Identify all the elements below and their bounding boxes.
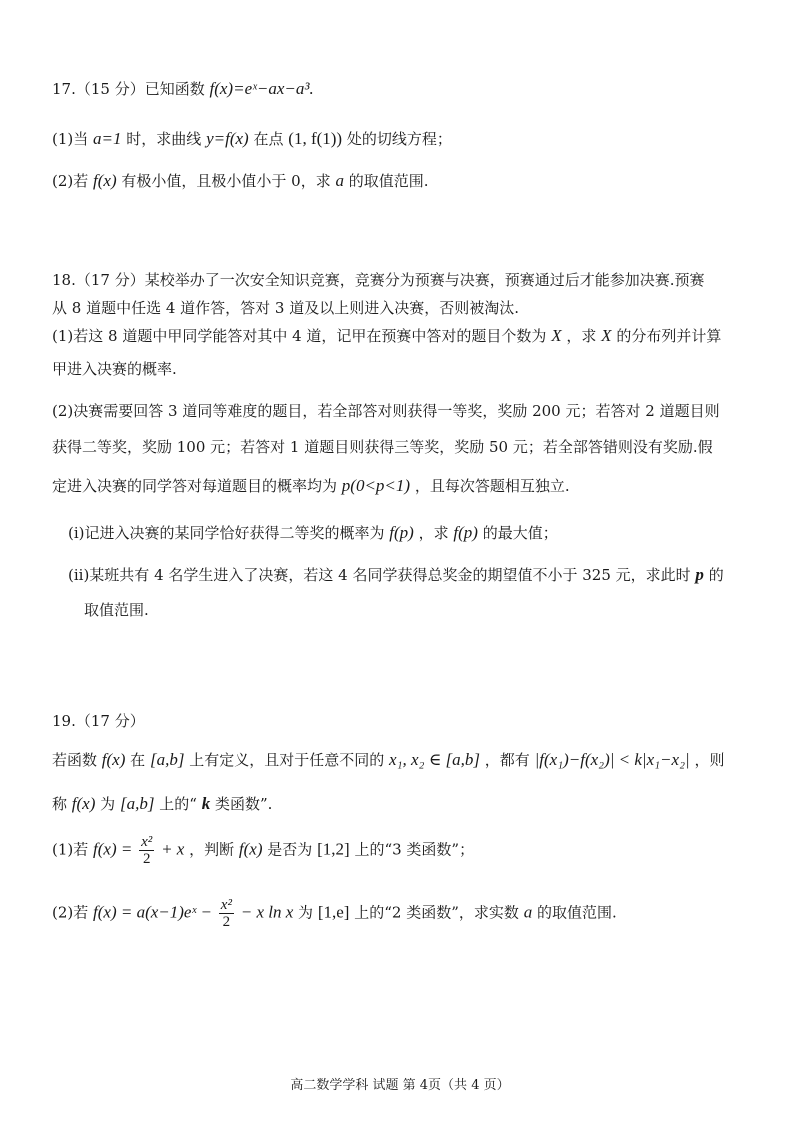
- q19-l1-text-c: 上有定义，且对于任意不同的: [189, 751, 385, 769]
- q18-part2-ii-line2: 取值范围.: [84, 601, 149, 619]
- q18-part2-i: [68, 524, 558, 541]
- q17-header: [52, 80, 314, 97]
- q19-p2-text-b: 为: [298, 903, 314, 922]
- q19-p2-var: a: [523, 902, 533, 922]
- q19-p2-lhs: f(x) = a(x−1)eˣ −: [93, 902, 212, 922]
- q18-ii-text-b: 的: [708, 566, 724, 584]
- q19-l2-text-c: 上的“: [159, 795, 197, 813]
- q19-l1-text-b: 在: [130, 751, 146, 769]
- q19-p1-lhs: f(x) =: [93, 839, 133, 859]
- q19-l1-set: x₁, x₂ ∈ [a,b]: [389, 750, 481, 769]
- q19-l1-text-a: 若函数: [52, 751, 98, 769]
- q19-p1-frac-den: 2: [142, 851, 151, 867]
- q19-part2: [52, 897, 617, 930]
- q19-p2-frac-num: x²: [220, 897, 232, 913]
- q19-def-line2: [52, 795, 272, 812]
- q17-p1-cond: a=1: [93, 129, 122, 148]
- q19-p2-interval: [1,e]: [317, 902, 350, 922]
- q17-part1: [52, 130, 452, 147]
- q17-p1-text-c: 处的切线方程；: [346, 130, 452, 148]
- q18-part1-line1: [52, 327, 721, 344]
- q18-p1-text-a: (1)若这 8 道题中甲同学能答对其中 4 道，记甲在预赛中答对的题目个数为: [52, 327, 547, 345]
- q19-l2-text-b: 为: [100, 795, 116, 813]
- q19-p1-text-b: ，判断: [189, 840, 235, 859]
- q18-line2: 从 8 道题中任选 4 道作答，答对 3 道及以上则进入决赛，否则被淘汰.: [52, 299, 520, 317]
- q17-header-text: 17.（15 分）已知函数: [52, 80, 205, 98]
- q17-p2-var: a: [335, 171, 345, 190]
- q19-header: 19.（17 分）: [52, 712, 145, 730]
- q19-p2-text-c: 上的“2 类函数”，求实数: [354, 903, 519, 922]
- q17-p1-prefix: (1)当: [52, 130, 89, 148]
- q17-function-def: f(x)=eˣ−ax−a³.: [209, 79, 314, 98]
- q19-def-line1: [52, 751, 724, 768]
- q19-p2-text-d: 的取值范围.: [536, 903, 617, 922]
- q18-p1-text-c: 的分布列并计算: [616, 327, 722, 345]
- q19-l1-text-d: ，都有: [484, 751, 530, 769]
- q17-p2-text-a: 有极小值，且极小值小于 0，求: [121, 172, 331, 190]
- q18-ii-text-a: (ii)某班共有 4 名学生进入了决赛，若这 4 名同学获得总奖金的期望值不小于 325 元，求此时: [68, 566, 691, 584]
- q19-p1-fx: f(x): [238, 839, 263, 859]
- q18-i-text-a: (i)记进入决赛的某同学恰好获得二等奖的概率为: [68, 524, 385, 542]
- q19-p1-frac-num: x²: [141, 834, 153, 850]
- q19-p1-text-d: 上的“3 类函数”；: [354, 840, 475, 859]
- q17-part2: [52, 172, 429, 189]
- q19-l1-interval: [a,b]: [149, 750, 185, 769]
- q18-p2-p-range: p(0<p<1): [341, 476, 411, 495]
- q17-p2-fx: f(x): [93, 171, 117, 190]
- q19-l2-k: k: [201, 794, 211, 813]
- q17-p1-text-b: 在点: [253, 130, 284, 148]
- q19-p2-fraction: [219, 897, 234, 930]
- q18-part1-line2: 甲进入决赛的概率.: [52, 360, 177, 378]
- q18-i-text-c: 的最大值；: [482, 524, 558, 542]
- q18-part2-line3: [52, 477, 570, 494]
- q17-p2-prefix: (2)若: [52, 172, 89, 190]
- q19-l2-fx: f(x): [71, 794, 96, 813]
- q18-line1: 18.（17 分）某校举办了一次安全知识竞赛，竞赛分为预赛与决赛，预赛通过后才能参加决赛.预赛: [52, 271, 705, 289]
- page-footer: 高二数学学科 试题 第 4页（共 4 页）: [290, 1078, 510, 1093]
- q19-l2-text-d: 类函数”.: [214, 795, 273, 813]
- q19-p1-fraction: [139, 834, 154, 867]
- q18-p1-x1: X: [551, 326, 562, 345]
- q18-p2-text-a: 定进入决赛的同学答对每道题目的概率均为: [52, 477, 338, 495]
- q19-l2-interval: [a,b]: [119, 794, 155, 813]
- q18-i-fp1: f(p): [389, 523, 414, 542]
- q19-p1-rest: + x: [161, 839, 185, 859]
- q19-p1-text-c: 是否为: [267, 840, 313, 859]
- q18-p1-text-b: ，求: [566, 327, 597, 345]
- q19-p1-interval: [1,2]: [317, 839, 350, 859]
- q18-ii-p: p: [695, 565, 704, 584]
- q19-part1: [52, 834, 474, 867]
- q19-l1-text-e: ，则: [694, 751, 725, 769]
- q18-p1-x2: X: [601, 326, 612, 345]
- q19-l2-text-a: 称: [52, 795, 68, 813]
- q19-p2-text-a: (2)若: [52, 903, 89, 922]
- q17-p1-curve: y=f(x): [206, 129, 249, 148]
- q19-p2-frac-den: 2: [222, 914, 231, 930]
- q18-i-text-b: ，求: [418, 524, 449, 542]
- q18-part2-line1: (2)决赛需要回答 3 道同等难度的题目，若全部答对则获得一等奖，奖励 200 元；若答对 2 道题目则: [52, 402, 720, 420]
- q18-i-fp2: f(p): [453, 523, 478, 542]
- q18-part2-ii-line1: [68, 566, 724, 583]
- q17-p1-text-a: 时，求曲线: [126, 130, 202, 148]
- q17-p2-text-b: 的取值范围.: [348, 172, 429, 190]
- q19-l1-inequality: |f(x₁)−f(x₂)| < k|x₁−x₂|: [534, 750, 690, 769]
- q18-part2-line2: 获得二等奖，奖励 100 元；若答对 1 道题目则获得三等奖，奖励 50 元；若全部答错则没有奖励.假: [52, 438, 713, 456]
- q18-p2-text-b: ，且每次答题相互独立.: [414, 477, 570, 495]
- q17-p1-point: (1, f(1)): [288, 129, 343, 148]
- q19-p1-text-a: (1)若: [52, 840, 89, 859]
- q19-p2-rest: − x ln x: [240, 902, 294, 922]
- q19-l1-fx: f(x): [101, 750, 126, 769]
